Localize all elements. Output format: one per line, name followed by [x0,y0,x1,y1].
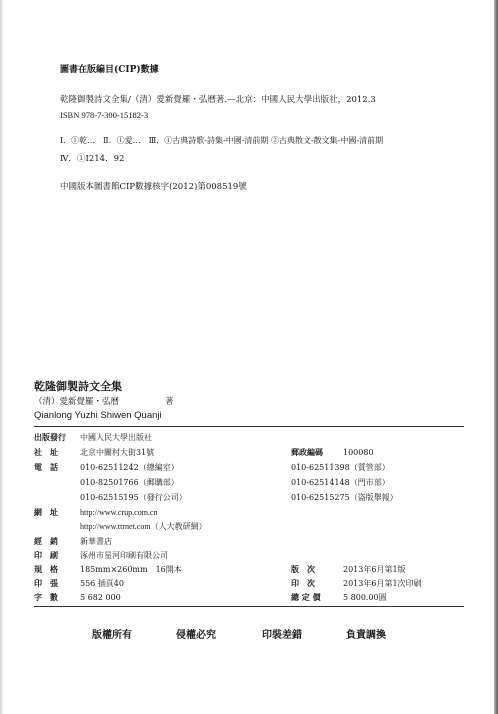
label-impression: 印 次 [291,578,315,588]
value-phone-right-3: 010-62515275（盜版舉報） [291,493,398,502]
value-phone-right-2: 010-62514148（門市部） [291,478,390,487]
value-phone-left-1: 010-62511242（總編室） [80,463,179,472]
notice-print-defect: 印裝差錯 [262,630,302,641]
pub-row-format [34,564,182,575]
value-word-count: 5 682 000 [80,593,121,602]
pub-row-website-2 [34,521,207,532]
label-sheets: 印 張 [34,578,58,588]
value-postcode: 100080 [343,448,374,457]
pub-row-price [291,592,387,603]
notice-copyright: 版權所有 [92,630,132,641]
value-impression: 2013年6月第1次印刷 [343,579,422,588]
pub-row-phone-3 [34,492,187,503]
cip-classification-1: Ⅰ．①乾… Ⅱ．①愛… Ⅲ．①古典詩歌-詩集-中國-清前期 ②古典散文-散文集-中國-清前期 [60,136,384,145]
pub-row-publisher [34,432,152,443]
book-author-line [34,395,174,407]
left-page-edge [0,0,3,714]
value-publisher: 中國人民大學出版社 [80,433,152,442]
label-edition: 版 次 [291,564,315,574]
label-format: 規 格 [34,564,58,574]
value-printer: 涿州市星河印刷有限公司 [80,551,168,560]
pub-row-phone-2 [34,477,179,488]
value-phone-left-3: 010-62515195（發行公司） [80,493,187,502]
cip-bibliographic-line: 乾隆御製詩文全集/（清）愛新覺羅・弘曆著.—北京：中國人民大學出版社，2012.3 [60,95,376,105]
pub-row-address [34,447,154,458]
label-publisher: 出版發行 [34,432,66,442]
value-phone-left-2: 010-82501766（郵購部） [80,478,179,487]
notice-infringement: 侵權必究 [176,630,216,641]
label-phone: 電 話 [34,462,58,472]
right-page-edge [494,0,498,714]
pub-row-printer [34,550,168,561]
value-format: 185mm×260mm 16開本 [80,565,182,574]
label-printer: 印 刷 [34,550,58,560]
label-word-count: 字 數 [34,592,58,602]
pub-row-sheets [34,578,124,589]
cip-heading: 圖書在版編目(CIP)數據 [60,65,159,75]
cip-isbn: ISBN 978-7-300-15182-3 [60,110,149,120]
label-website: 網 址 [34,507,58,517]
value-sheets: 556 插頁40 [80,579,124,588]
label-price: 總 定 價 [291,592,321,602]
value-distributor: 新華書店 [80,537,112,546]
cip-classification-2: Ⅳ．①I214．92 [60,154,125,164]
pub-row-postcode [291,447,374,458]
book-author: （清）愛新覺羅・弘曆 [34,397,120,407]
pub-row-impression [291,578,422,589]
value-price: 5 800.00圓 [343,593,387,602]
divider-top [34,426,464,427]
link-crup-website[interactable]: http://www.crup.com.cn [80,508,158,517]
pub-row-distributor [34,536,112,547]
cip-data-number: 中國版本圖書館CIP數據核字(2012)第008519號 [60,182,247,192]
label-address: 社 址 [34,447,58,457]
book-title: 乾隆御製詩文全集 [34,380,122,393]
notice-replacement: 負責調換 [346,630,386,641]
pub-row-website [34,507,157,518]
label-postcode: 郵政編碼 [291,447,323,457]
book-author-role: 著 [165,397,174,407]
pub-row-edition [291,564,406,575]
pub-row-word-count [34,592,121,603]
link-ttrnet-website[interactable]: http://www.ttrnet.com（人大教研網） [80,522,207,531]
value-edition: 2013年6月第1版 [343,565,406,574]
book-pinyin-title: Qianlong Yuzhi Shiwen Quanji [34,410,162,421]
value-address: 北京中關村大街31號 [80,448,155,457]
value-phone-right-1: 010-62511398（質管部） [291,463,390,472]
label-distributor: 經 銷 [34,536,58,546]
divider-bottom [34,606,464,607]
pub-row-phone-1 [34,462,179,473]
